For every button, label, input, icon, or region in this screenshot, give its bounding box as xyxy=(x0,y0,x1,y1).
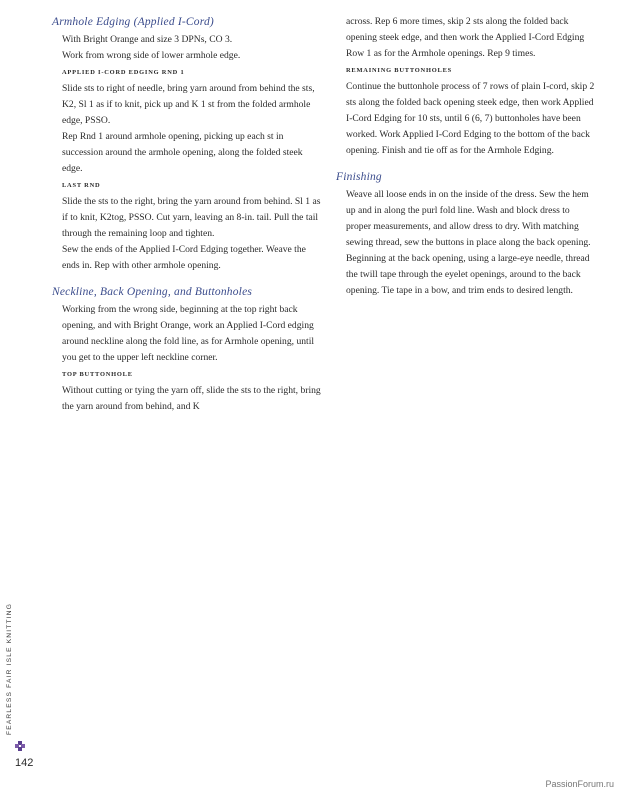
neckline-intro: Working from the wrong side, beginning at the top right back opening, and with Bright Orange, work an Applied I-Cord edging around neckline along the fold line, as for Armhole opening, until you get to the upper left neckline corner. xyxy=(62,304,315,363)
purple-cross-icon xyxy=(15,741,25,751)
top-buttonhole-text: Without cutting or tying the yarn off, slide the sts to the right, bring the yarn around from behind, and K xyxy=(62,385,321,412)
armhole-edging-title: Armhole Edging (Applied I-Cord) xyxy=(52,16,214,28)
rnd1-paragraph-1: Slide sts to right of needle, bring yarn around from behind the sts, K2, Sl 1 as if to knit, pick up and K 1 st from the folded armhole edge, PSSO. xyxy=(62,83,315,126)
neckline-title: Neckline, Back Opening, and Buttonholes xyxy=(52,286,253,298)
left-column xyxy=(52,14,324,415)
watermark: PassionForum.ru xyxy=(545,779,614,789)
finishing-text: Weave all loose ends in on the inside of the dress. Sew the hem up and in along the purl fold line. Wash and block dress to proper measurements, and allow dress to dry. With matching sewing thread, sew the buttons in place along the back opening. Beginning at the back opening, using a large-eye needle, thread the twill tape through the eyelet openings, around to the back opening. Tie tape in a bow, and trim ends to desired length. xyxy=(346,189,591,296)
page-number: 142 xyxy=(15,757,34,769)
rnd1-paragraph-2: Rep Rnd 1 around armhole opening, picking up each st in succession around the armhole opening, along the folded steek edge. xyxy=(62,131,303,174)
top-buttonhole-heading: TOP BUTTONHOLE xyxy=(62,371,133,378)
remaining-buttonholes-text: Continue the buttonhole process of 7 rows of plain I-cord, skip 2 sts along the folded back opening steek edge, then work Applied I-Cord Edging for 10 sts, until 6 (6, 7) buttonholes have been worked. Work Applied I-Cord Edging to the bottom of the back opening. Finish and tie off as for the Armhole Edging. xyxy=(346,81,595,156)
finishing-title: Finishing xyxy=(336,171,382,183)
continued-text: across. Rep 6 more times, skip 2 sts along the folded back opening steek edge, and then work the Applied I-Cord Edging Row 1 as for the Armhole openings. Rep 9 times. xyxy=(346,16,585,59)
last-rnd-paragraph-2: Sew the ends of the Applied I-Cord Edging together. Weave the ends in. Rep with other armhole opening. xyxy=(62,244,306,271)
last-rnd-paragraph-1: Slide the sts to the right, bring the yarn around from behind. Sl 1 as if to knit, K2tog, PSSO. Cut yarn, leaving an 8-in. tail. Pull the tail through the remaining loop and tighten. xyxy=(62,196,321,239)
remaining-buttonholes-heading: REMAINING BUTTONHOLES xyxy=(346,67,452,74)
right-column xyxy=(336,14,596,299)
last-rnd-heading: LAST RND xyxy=(62,182,101,189)
armhole-intro-line-2: Work from wrong side of lower armhole edge. xyxy=(62,50,241,61)
rnd1-heading: APPLIED I-CORD EDGING RND 1 xyxy=(62,69,185,76)
armhole-intro-line-1: With Bright Orange and size 3 DPNs, CO 3. xyxy=(62,34,233,45)
book-title-vertical: FEARLESS FAIR ISLE KNITTING xyxy=(6,602,13,735)
